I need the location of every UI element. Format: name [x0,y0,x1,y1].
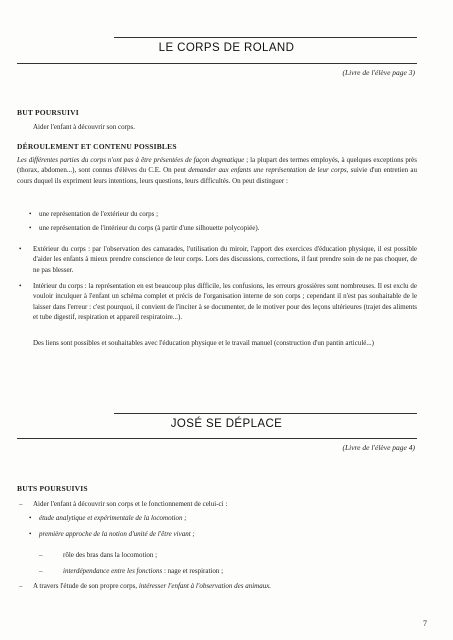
intro-italic: Les différentes parties du corps n'ont pas à être présentées de façon dogmatique [17,156,245,164]
book-reference-2: (Livre de l'élève page 4) [342,443,415,452]
goal-line-last-text: A travers l'étude de son propre corps, [33,582,139,590]
bullet-marker: • [29,210,32,218]
links-paragraph: Des liens sont possibles et souhaitables avec l'éducation physique et le travail manuel (construction d'un pantin articulé...) [33,339,374,347]
exterior-paragraph: Extérieur du corps : par l'observation des camarades, l'utilisation du miroir, l'apport des exercices d'éducation physique, il est possible d'aider les enfants à mieux prendre conscience de leur corps. Lors des discussions, corrections, il faut prendre soin de ne pas choquer, de ne pas blesser. [33,245,417,274]
bullet-marker: • [29,530,32,538]
bottom-rule-1 [17,63,417,64]
goal-line-last-italic: intéresser l'enfant à l'observation des animaux. [138,582,272,590]
goal-heading-2: BUTS POURSUIVIS [17,484,88,493]
goal-bullet-unity: première approche de la notion d'unité de l'être vivant ; [39,530,195,538]
goal-bullet-locomotion: étude analytique et expérimentale de la locomotion ; [39,514,187,522]
intro-paragraph [17,155,417,186]
dash-marker: – [19,500,23,508]
goal-heading-1: BUT POURSUIVI [17,108,79,117]
page-number: 7 [423,619,427,628]
detail-functions [63,566,223,576]
top-rule-2 [114,413,417,414]
book-reference-1: (Livre de l'élève page 3) [342,68,415,77]
bottom-rule-2 [17,438,417,439]
dash-marker: – [39,551,43,559]
intro-rest: ; la plupart des termes employés, à quelques exceptions près (thorax, abdomen...), sont connus d'élèves du C.E. On peut [17,156,417,175]
section-title-2: JOSÉ SE DÉPLACE [170,418,283,430]
intro-rest-2: suivie d'un entretien au cours duquel ils expriment leurs intentions, leurs questions, leurs difficultés. On peut distinguer : [17,166,417,185]
detail-arms: rôle des bras dans la locomotion ; [63,551,158,559]
bullet-exterior: une représentation de l'extérieur du corps ; [39,210,159,218]
dash-marker: – [39,567,43,575]
goal-line-1: Aider l'enfant à découvrir son corps et le fonctionnement de celui-ci : [33,500,228,508]
bullet-marker: • [19,245,22,253]
top-rule-1 [114,37,417,38]
bullet-marker: • [29,224,32,232]
dash-marker: – [19,582,23,590]
bullet-interior: une représentation de l'intérieur du corps (à partir d'une silhouette polycopiée). [39,224,260,232]
bullet-marker: • [19,282,22,290]
detail-functions-rest: : nage et respiration ; [162,567,224,575]
interior-paragraph: Intérieur du corps : la représentation en est beaucoup plus difficile, les confusions, les erreurs grossières sont nombreuses. Il est exclu de vouloir inculquer à l'enfant un schéma complet et précis de l'organisation interne de son corps ; cependant il n'est pas souhaitable de le laisser dans l'erreur : c'est pourquoi, il convient de l'inciter à se documenter, de le motiver pour des leçons ultérieures (trajet des aliments et tube digestif, respiration et appareil respiratoire...). [33,282,417,322]
section-title-1: LE CORPS DE ROLAND [158,42,295,54]
goal-text-1: Aider l'enfant à découvrir son corps. [33,123,135,131]
bullet-marker: • [29,514,32,522]
goal-line-last [33,581,271,591]
progress-heading: DÉROULEMENT ET CONTENU POSSIBLES [17,142,177,151]
intro-italic-2: demander aux enfants une représentation de leur corps, [188,166,349,175]
detail-functions-italic: interdépendance entre les fonctions [63,567,163,575]
